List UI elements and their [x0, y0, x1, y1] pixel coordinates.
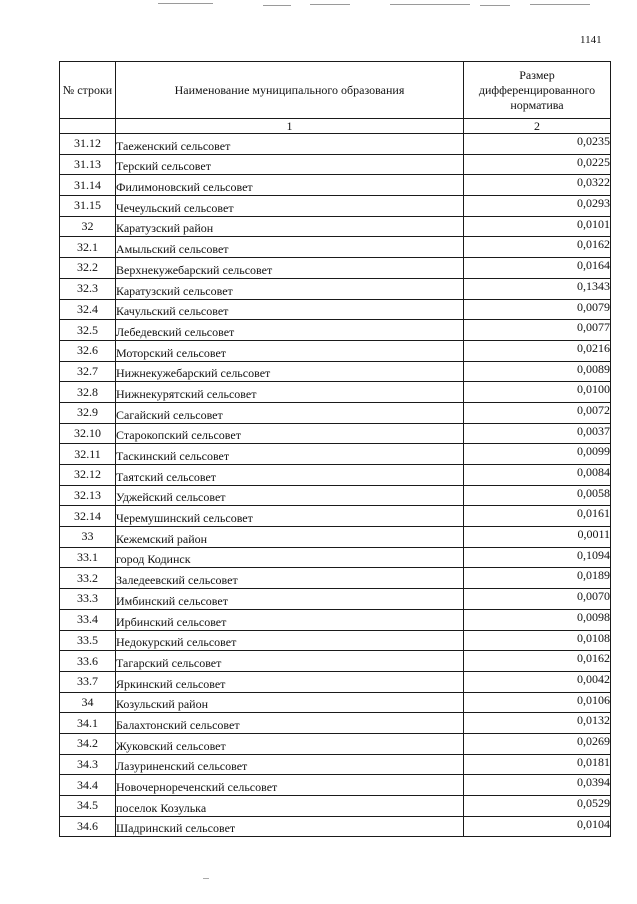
municipality-name-cell: Недокурский сельсовет: [116, 630, 464, 651]
normative-value-cell: 0,0089: [464, 361, 611, 382]
normative-value-cell: 0,0162: [464, 237, 611, 258]
municipality-name-cell: Чечеульский сельсовет: [116, 196, 464, 217]
row-number-cell: 33: [60, 527, 116, 548]
normative-value-cell: 0,1094: [464, 547, 611, 568]
scan-artifact-line: [310, 4, 350, 5]
municipality-name-cell: Качульский сельсовет: [116, 299, 464, 320]
municipality-name-cell: Сагайский сельсовет: [116, 402, 464, 423]
municipality-name-cell: Козульский район: [116, 692, 464, 713]
normative-value-cell: 0,0072: [464, 402, 611, 423]
table-row: [60, 361, 611, 382]
row-number-cell: 33.3: [60, 589, 116, 610]
row-number-cell: 32.2: [60, 258, 116, 279]
row-number-cell: 31.15: [60, 196, 116, 217]
table-row: [60, 134, 611, 155]
table-row: [60, 258, 611, 279]
municipality-name-cell: Имбинский сельсовет: [116, 589, 464, 610]
normative-value-cell: 0,0529: [464, 796, 611, 817]
row-number-cell: 32.6: [60, 340, 116, 361]
normative-value-cell: 0,0098: [464, 609, 611, 630]
column-index-name: 1: [116, 119, 464, 134]
table-row: [60, 692, 611, 713]
normative-value-cell: 0,0162: [464, 651, 611, 672]
municipality-name-cell: Филимоновский сельсовет: [116, 175, 464, 196]
table-header-row: [60, 62, 611, 119]
row-number-cell: 32.14: [60, 506, 116, 527]
municipality-name-cell: Жуковский сельсовет: [116, 733, 464, 754]
municipality-name-cell: Балахтонский сельсовет: [116, 713, 464, 734]
municipality-name-cell: поселок Козулька: [116, 796, 464, 817]
column-index-empty: [60, 119, 116, 134]
row-number-cell: 32.8: [60, 382, 116, 403]
table-row: [60, 485, 611, 506]
table-row: [60, 175, 611, 196]
table-row: [60, 340, 611, 361]
scan-artifact-mark: [203, 878, 209, 879]
table-row: [60, 816, 611, 837]
normative-table: [59, 61, 611, 837]
municipality-name-cell: Заледеевский сельсовет: [116, 568, 464, 589]
scan-artifact-line: [530, 4, 590, 5]
row-number-cell: 32.5: [60, 320, 116, 341]
municipality-name-cell: Таеженский сельсовет: [116, 134, 464, 155]
normative-value-cell: 0,0079: [464, 299, 611, 320]
municipality-name-cell: Уджейский сельсовет: [116, 485, 464, 506]
table-row: [60, 278, 611, 299]
table-row: [60, 775, 611, 796]
row-number-cell: 32.12: [60, 465, 116, 486]
table-row: [60, 216, 611, 237]
municipality-name-cell: Нижнекужебарский сельсовет: [116, 361, 464, 382]
normative-value-cell: 0,0235: [464, 134, 611, 155]
normative-value-cell: 0,0293: [464, 196, 611, 217]
row-number-cell: 32.3: [60, 278, 116, 299]
row-number-cell: 34.5: [60, 796, 116, 817]
normative-value-cell: 0,0189: [464, 568, 611, 589]
municipality-name-cell: город Кодинск: [116, 547, 464, 568]
row-number-cell: 32.11: [60, 444, 116, 465]
row-number-cell: 34.1: [60, 713, 116, 734]
page-number: 1141: [580, 34, 602, 46]
row-number-cell: 34.3: [60, 754, 116, 775]
table-row: [60, 320, 611, 341]
table-row: [60, 444, 611, 465]
normative-value-cell: 0,0164: [464, 258, 611, 279]
table-row: [60, 547, 611, 568]
table-row: [60, 465, 611, 486]
normative-value-cell: 0,0100: [464, 382, 611, 403]
table-row: [60, 154, 611, 175]
normative-value-cell: 0,0104: [464, 816, 611, 837]
municipality-name-cell: Старокопский сельсовет: [116, 423, 464, 444]
row-number-cell: 32.9: [60, 402, 116, 423]
table-row: [60, 527, 611, 548]
municipality-name-cell: Ирбинский сельсовет: [116, 609, 464, 630]
normative-value-cell: 0,0058: [464, 485, 611, 506]
normative-value-cell: 0,0084: [464, 465, 611, 486]
municipality-name-cell: Амыльский сельсовет: [116, 237, 464, 258]
row-number-cell: 34.2: [60, 733, 116, 754]
row-number-cell: 33.6: [60, 651, 116, 672]
normative-value-cell: 0,0225: [464, 154, 611, 175]
municipality-name-cell: Таятский сельсовет: [116, 465, 464, 486]
normative-value-cell: 0,0042: [464, 671, 611, 692]
header-row-number: № строки: [60, 62, 116, 119]
table-row: [60, 796, 611, 817]
table-row: [60, 754, 611, 775]
row-number-cell: 34.6: [60, 816, 116, 837]
table-row: [60, 630, 611, 651]
municipality-name-cell: Шадринский сельсовет: [116, 816, 464, 837]
scan-artifact-line: [158, 3, 213, 4]
row-number-cell: 34: [60, 692, 116, 713]
row-number-cell: 32.7: [60, 361, 116, 382]
municipality-name-cell: Верхнекужебарский сельсовет: [116, 258, 464, 279]
scan-artifact-line: [480, 5, 510, 6]
normative-value-cell: 0,0099: [464, 444, 611, 465]
table-row: [60, 589, 611, 610]
table-body: [60, 134, 611, 837]
row-number-cell: 33.1: [60, 547, 116, 568]
row-number-cell: 31.13: [60, 154, 116, 175]
table-column-index-row: [60, 119, 611, 134]
municipality-name-cell: Яркинский сельсовет: [116, 671, 464, 692]
row-number-cell: 32.1: [60, 237, 116, 258]
table-row: [60, 402, 611, 423]
header-municipality-name: Наименование муниципального образования: [116, 62, 464, 119]
row-number-cell: 32.10: [60, 423, 116, 444]
row-number-cell: 33.7: [60, 671, 116, 692]
table-row: [60, 609, 611, 630]
header-normative-size: Размер дифференцированного норматива: [464, 62, 611, 119]
municipality-name-cell: Нижнекурятский сельсовет: [116, 382, 464, 403]
row-number-cell: 33.5: [60, 630, 116, 651]
table-row: [60, 568, 611, 589]
row-number-cell: 31.12: [60, 134, 116, 155]
normative-value-cell: 0,0037: [464, 423, 611, 444]
table-row: [60, 506, 611, 527]
normative-value-cell: 0,0070: [464, 589, 611, 610]
table-row: [60, 671, 611, 692]
table-row: [60, 423, 611, 444]
scan-artifact-line: [263, 5, 291, 6]
normative-value-cell: 0,0322: [464, 175, 611, 196]
municipality-name-cell: Каратузский район: [116, 216, 464, 237]
row-number-cell: 31.14: [60, 175, 116, 196]
normative-value-cell: 0,0011: [464, 527, 611, 548]
table-row: [60, 713, 611, 734]
normative-value-cell: 0,0394: [464, 775, 611, 796]
municipality-name-cell: Тагарский сельсовет: [116, 651, 464, 672]
row-number-cell: 32.4: [60, 299, 116, 320]
normative-value-cell: 0,0161: [464, 506, 611, 527]
normative-value-cell: 0,0132: [464, 713, 611, 734]
normative-value-cell: 0,0106: [464, 692, 611, 713]
row-number-cell: 34.4: [60, 775, 116, 796]
normative-value-cell: 0,1343: [464, 278, 611, 299]
normative-value-cell: 0,0269: [464, 733, 611, 754]
table-row: [60, 382, 611, 403]
municipality-name-cell: Моторский сельсовет: [116, 340, 464, 361]
municipality-name-cell: Черемушинский сельсовет: [116, 506, 464, 527]
municipality-name-cell: Кежемский район: [116, 527, 464, 548]
municipality-name-cell: Лебедевский сельсовет: [116, 320, 464, 341]
normative-value-cell: 0,0181: [464, 754, 611, 775]
row-number-cell: 33.2: [60, 568, 116, 589]
municipality-name-cell: Терский сельсовет: [116, 154, 464, 175]
table-row: [60, 196, 611, 217]
row-number-cell: 33.4: [60, 609, 116, 630]
table-row: [60, 299, 611, 320]
normative-value-cell: 0,0077: [464, 320, 611, 341]
normative-value-cell: 0,0101: [464, 216, 611, 237]
row-number-cell: 32: [60, 216, 116, 237]
table-row: [60, 651, 611, 672]
column-index-size: 2: [464, 119, 611, 134]
municipality-name-cell: Таскинский сельсовет: [116, 444, 464, 465]
normative-value-cell: 0,0216: [464, 340, 611, 361]
row-number-cell: 32.13: [60, 485, 116, 506]
normative-value-cell: 0,0108: [464, 630, 611, 651]
table-row: [60, 733, 611, 754]
municipality-name-cell: Новочернореченский сельсовет: [116, 775, 464, 796]
scan-artifact-line: [390, 4, 470, 5]
municipality-name-cell: Лазуриненский сельсовет: [116, 754, 464, 775]
table-row: [60, 237, 611, 258]
municipality-name-cell: Каратузский сельсовет: [116, 278, 464, 299]
